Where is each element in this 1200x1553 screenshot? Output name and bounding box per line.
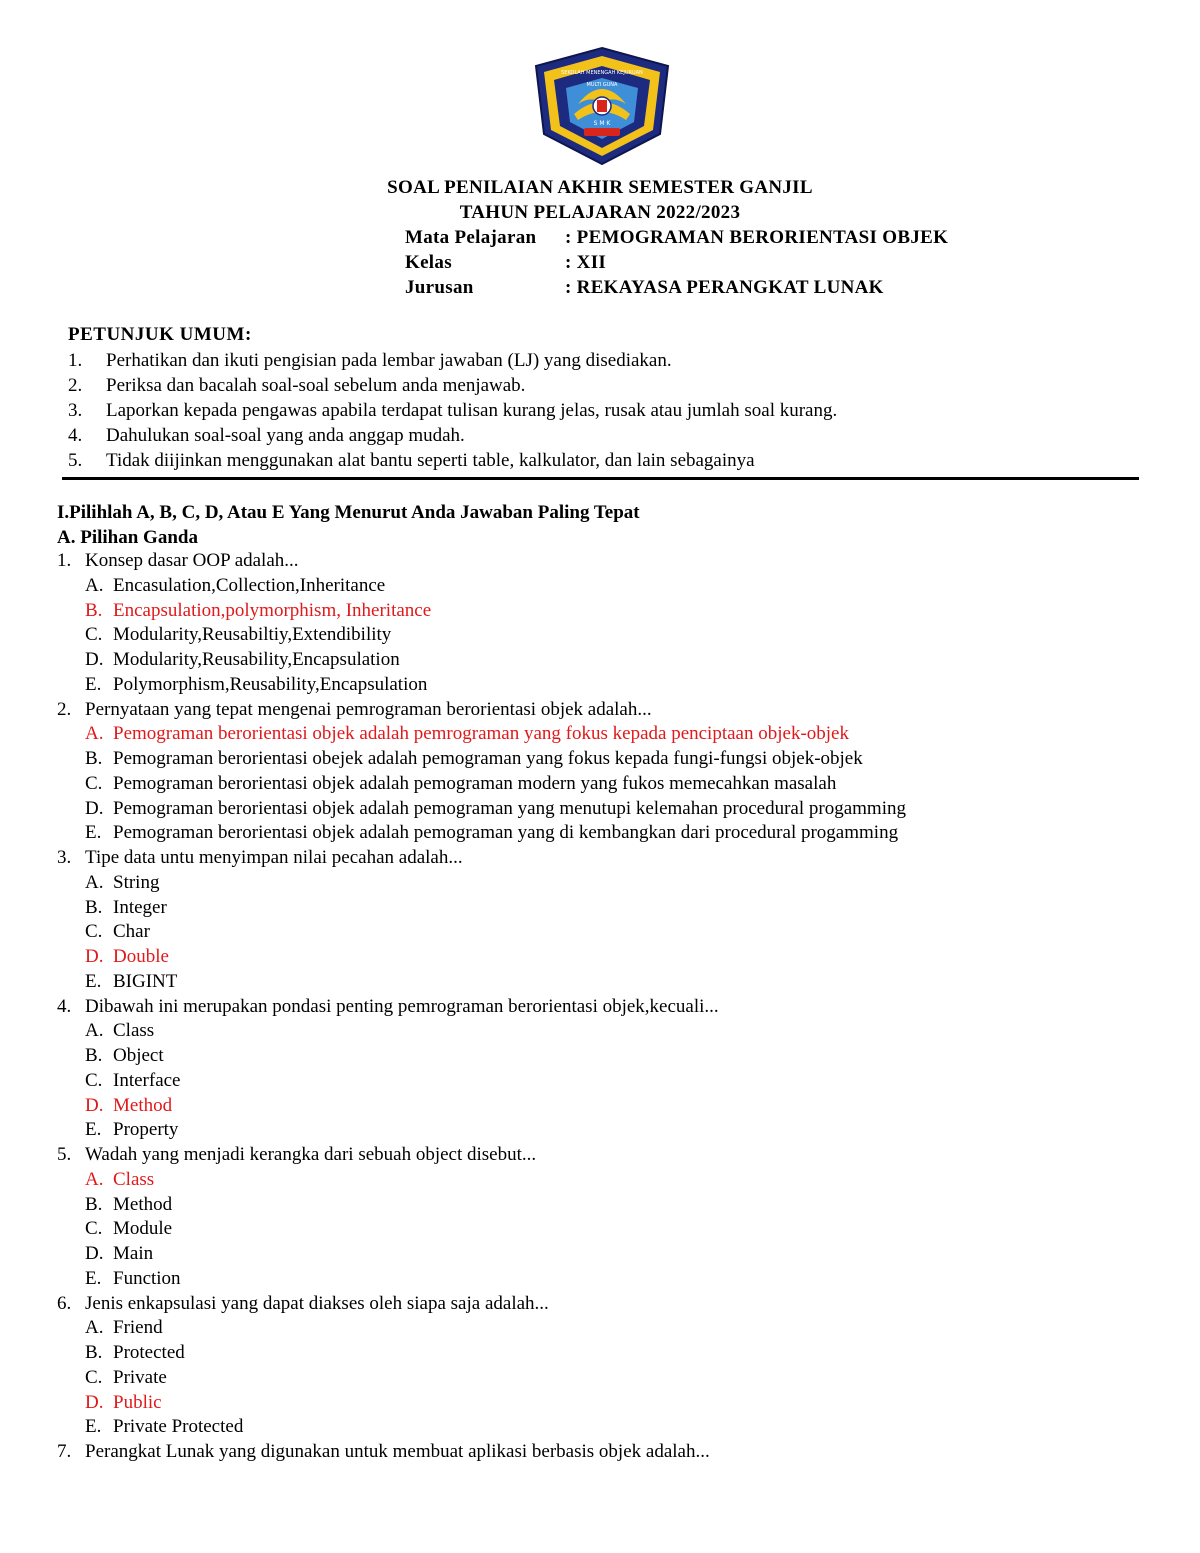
option-letter: C.: [85, 772, 103, 794]
option-letter: D.: [85, 946, 104, 967]
option-letter: C.: [85, 1218, 103, 1240]
logo-arc-text: SEKOLAH MENENGAH KEJURUAN: [561, 70, 643, 76]
answer-option: [57, 1366, 906, 1391]
option-text: Function: [113, 1267, 181, 1289]
item-text: Dahulukan soal-soal yang anda anggap mudah.: [106, 425, 465, 446]
option-letter: A.: [85, 1020, 104, 1042]
section-subheading: A. Pilihan Ganda: [57, 527, 198, 548]
answer-option: [57, 920, 906, 945]
school-crest-icon: [528, 44, 676, 168]
answer-option: [57, 648, 906, 673]
option-text: Protected: [113, 1342, 185, 1363]
answer-option: [57, 1415, 906, 1440]
instructions-list: [68, 348, 837, 473]
option-letter: D.: [85, 797, 104, 819]
answer-option: [57, 797, 906, 822]
answer-option: [57, 896, 906, 921]
option-letter: E.: [85, 673, 102, 695]
option-letter: A.: [85, 723, 104, 745]
answer-option: [57, 574, 906, 599]
question-number: 5.: [57, 1144, 72, 1165]
meta-value: : REKAYASA PERANGKAT LUNAK: [565, 277, 884, 298]
exam-title: SOAL PENILAIAN AKHIR SEMESTER GANJIL: [387, 177, 813, 198]
question-2: [57, 698, 906, 723]
option-text: Friend: [113, 1317, 163, 1339]
item-text: Tidak diijinkan menggunakan alat bantu seperti table, kalkulator, dan lain sebagainya: [106, 450, 755, 471]
answer-option: [57, 1118, 906, 1143]
question-number: 1.: [57, 550, 72, 571]
question-1: [57, 549, 906, 574]
option-text: Class: [113, 1020, 155, 1042]
option-text: Polymorphism,Reusability,Encapsulation: [113, 673, 428, 695]
question-text: Konsep dasar OOP adalah...: [85, 550, 299, 571]
list-item: [68, 423, 837, 448]
question-6: [57, 1292, 906, 1317]
meta-label: Kelas: [405, 252, 452, 273]
option-text: Private: [113, 1366, 167, 1388]
logo-badge-text: S M K: [593, 120, 611, 127]
option-text: Method: [113, 1193, 173, 1215]
answer-option: [57, 1316, 906, 1341]
item-number: 2.: [68, 375, 83, 396]
answer-option-correct: [57, 1391, 906, 1416]
option-text: Double: [113, 946, 169, 967]
option-letter: E.: [85, 1416, 102, 1438]
exam-meta: [405, 225, 948, 300]
list-item: [68, 348, 837, 373]
answer-option: [57, 1044, 906, 1069]
answer-option: [57, 970, 906, 995]
question-number: 7.: [57, 1441, 72, 1462]
option-text: Public: [113, 1391, 162, 1413]
option-letter: A.: [85, 574, 104, 596]
answer-option: [57, 821, 906, 846]
option-letter: A.: [85, 871, 104, 893]
option-text: Interface: [113, 1069, 181, 1091]
answer-option: [57, 772, 906, 797]
section-divider: [62, 477, 1139, 480]
academic-year: TAHUN PELAJARAN 2022/2023: [459, 202, 741, 223]
answer-option: [57, 1069, 906, 1094]
question-text: Jenis enkapsulasi yang dapat diakses oleh siapa saja adalah...: [85, 1292, 549, 1314]
meta-label: Jurusan: [405, 277, 474, 298]
option-text: Class: [113, 1168, 155, 1190]
question-text: Pernyataan yang tepat mengenai pemrograman berorientasi objek adalah...: [85, 698, 652, 720]
list-item: [68, 398, 837, 423]
item-text: Laporkan kepada pengawas apabila terdapat tulisan kurang jelas, rusak atau jumlah soal kurang.: [106, 400, 838, 421]
question-number: 3.: [57, 847, 72, 868]
option-letter: A.: [85, 1317, 104, 1339]
answer-option: [57, 1267, 906, 1292]
question-text: Dibawah ini merupakan pondasi penting pemrograman berorientasi objek,kecuali...: [85, 995, 719, 1017]
option-letter: B.: [85, 599, 103, 621]
item-text: Periksa dan bacalah soal-soal sebelum anda menjawab.: [106, 375, 526, 396]
option-text: Char: [113, 921, 150, 943]
list-item: [68, 448, 837, 473]
option-text: Method: [113, 1094, 173, 1116]
item-text: Perhatikan dan ikuti pengisian pada lembar jawaban (LJ) yang disediakan.: [106, 350, 672, 371]
option-text: Object: [113, 1045, 164, 1066]
answer-option: [57, 623, 906, 648]
option-letter: C.: [85, 921, 103, 943]
meta-value: : PEMOGRAMAN BERORIENTASI OBJEK: [565, 227, 949, 248]
answer-option: [57, 1193, 906, 1218]
option-letter: B.: [85, 748, 103, 769]
option-letter: E.: [85, 1119, 102, 1141]
option-text: Main: [113, 1243, 154, 1264]
logo-sub-text: MULTI GUNA: [586, 82, 618, 88]
option-letter: D.: [85, 1391, 104, 1413]
option-text: BIGINT: [113, 970, 178, 992]
question-list: [57, 549, 906, 1465]
question-5: [57, 1143, 906, 1168]
option-letter: E.: [85, 970, 102, 992]
answer-option: [57, 673, 906, 698]
item-number: 1.: [68, 350, 83, 371]
option-text: Pemograman berorientasi objek adalah pemograman yang di kembangkan dari procedural progamming: [113, 822, 899, 844]
question-text: Perangkat Lunak yang digunakan untuk membuat aplikasi berbasis objek adalah...: [85, 1441, 710, 1462]
question-number: 4.: [57, 995, 72, 1017]
option-text: Pemograman berorientasi obejek adalah pemograman yang fokus kepada fungi-fungsi objek-objek: [113, 748, 863, 769]
answer-option-correct: [57, 722, 906, 747]
option-letter: D.: [85, 1243, 104, 1264]
answer-option: [57, 1242, 906, 1267]
answer-option: [57, 1019, 906, 1044]
meta-label: Mata Pelajaran: [405, 227, 537, 248]
option-text: Private Protected: [113, 1416, 244, 1438]
option-letter: B.: [85, 1193, 103, 1215]
option-letter: D.: [85, 649, 104, 670]
question-4: [57, 995, 906, 1020]
option-text: Encasulation,Collection,Inheritance: [113, 574, 386, 596]
answer-option-correct: [57, 599, 906, 624]
meta-value: : XII: [565, 252, 607, 273]
option-text: Module: [113, 1218, 173, 1240]
option-text: String: [113, 871, 160, 893]
option-letter: D.: [85, 1094, 104, 1116]
question-number: 2.: [57, 698, 72, 720]
option-text: Modularity,Reusabiltiy,Extendibility: [113, 624, 392, 646]
item-number: 4.: [68, 425, 83, 446]
answer-option: [57, 1217, 906, 1242]
option-letter: B.: [85, 1045, 103, 1066]
option-text: Integer: [113, 896, 167, 918]
option-text: Modularity,Reusability,Encapsulation: [113, 649, 400, 670]
question-7: [57, 1440, 906, 1465]
answer-option-correct: [57, 1094, 906, 1119]
option-letter: E.: [85, 1267, 102, 1289]
option-letter: A.: [85, 1168, 104, 1190]
question-text: Tipe data untu menyimpan nilai pecahan adalah...: [85, 847, 463, 868]
option-letter: B.: [85, 896, 103, 918]
option-letter: C.: [85, 1366, 103, 1388]
meta-row: [405, 250, 948, 275]
item-number: 3.: [68, 400, 83, 421]
option-text: Pemograman berorientasi objek adalah pemograman yang menutupi kelemahan procedural progamming: [113, 797, 906, 819]
option-text: Encapsulation,polymorphism, Inheritance: [113, 599, 432, 621]
option-text: Pemograman berorientasi objek adalah pemrograman yang fokus kepada penciptaan objek-objek: [113, 723, 849, 745]
option-text: Property: [113, 1119, 179, 1141]
question-text: Wadah yang menjadi kerangka dari sebuah object disebut...: [85, 1144, 537, 1165]
option-letter: C.: [85, 624, 103, 646]
meta-row: [405, 225, 948, 250]
answer-option-correct: [57, 1168, 906, 1193]
question-3: [57, 846, 906, 871]
option-letter: C.: [85, 1069, 103, 1091]
question-number: 6.: [57, 1292, 72, 1314]
option-letter: B.: [85, 1342, 103, 1363]
option-letter: E.: [85, 822, 102, 844]
answer-option: [57, 871, 906, 896]
answer-option: [57, 1341, 906, 1366]
meta-row: [405, 275, 948, 300]
option-text: Pemograman berorientasi objek adalah pemograman modern yang fukos memecahkan masalah: [113, 772, 837, 794]
section-heading: I.Pilihlah A, B, C, D, Atau E Yang Menurut Anda Jawaban Paling Tepat: [57, 502, 640, 523]
answer-option: [57, 747, 906, 772]
list-item: [68, 373, 837, 398]
instructions-heading: PETUNJUK UMUM:: [68, 324, 252, 345]
item-number: 5.: [68, 450, 83, 471]
answer-option-correct: [57, 945, 906, 970]
